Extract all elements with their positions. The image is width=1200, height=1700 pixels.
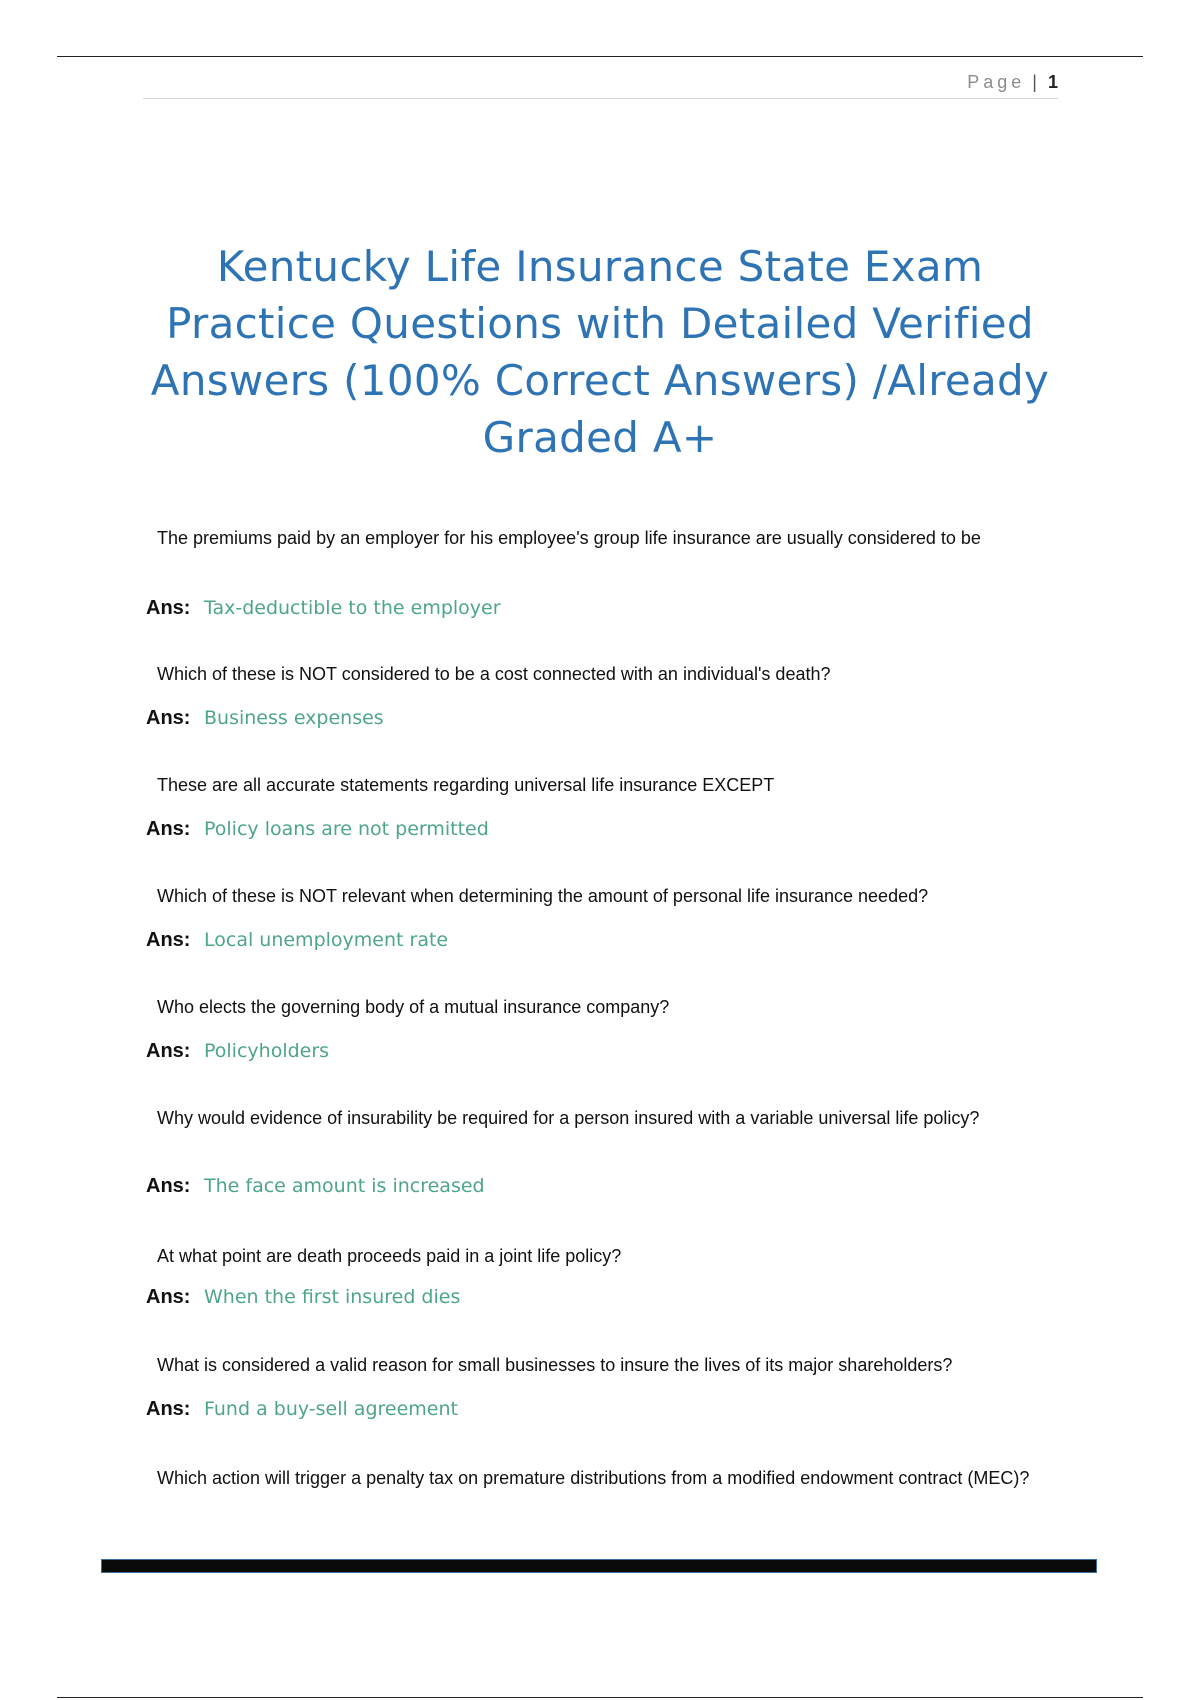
answer-text: When the first insured dies <box>204 1286 461 1308</box>
qa-item <box>146 1465 1046 1525</box>
qa-item <box>146 994 1046 1105</box>
qa-item <box>146 772 1046 883</box>
question-text: Which action will trigger a penalty tax on premature distributions from a modified endowment contract (MEC)? <box>157 1468 1030 1488</box>
answer-text: Fund a buy-sell agreement <box>204 1398 458 1420</box>
answer-line <box>146 816 489 842</box>
qa-item <box>146 525 1046 661</box>
bottom-rule <box>57 1697 1143 1698</box>
question-text: Which of these is NOT relevant when determining the amount of personal life insurance needed? <box>157 886 929 906</box>
title-line-3: Answers (100% Correct Answers) /Already <box>150 356 1050 405</box>
question-text: The premiums paid by an employer for his employee's group life insurance are usually considered to be <box>157 528 981 548</box>
ans-label: Ans: <box>146 1040 191 1062</box>
question-text: Who elects the governing body of a mutual insurance company? <box>157 997 670 1017</box>
ans-label: Ans: <box>146 707 191 729</box>
ans-label: Ans: <box>146 1398 191 1420</box>
answer-line <box>146 927 448 953</box>
answer-text: Business expenses <box>204 707 384 729</box>
page-separator: | <box>1032 72 1037 92</box>
answer-text: Tax-deductible to the employer <box>204 597 501 619</box>
page-word: Page <box>967 72 1026 92</box>
title-line-2: Practice Questions with Detailed Verified <box>166 299 1034 348</box>
qa-item <box>146 1243 1046 1352</box>
answer-line <box>146 595 501 621</box>
footer-bar <box>101 1559 1097 1573</box>
answer-line <box>146 1396 458 1422</box>
title-line-4: Graded A+ <box>482 413 718 462</box>
qa-item <box>146 1105 1046 1243</box>
answer-line <box>146 1284 460 1310</box>
ans-label: Ans: <box>146 929 191 951</box>
ans-label: Ans: <box>146 597 191 619</box>
qa-list <box>146 525 1046 1525</box>
question-text: At what point are death proceeds paid in a joint life policy? <box>157 1246 622 1266</box>
page-number-label <box>967 71 1058 93</box>
title-line-1: Kentucky Life Insurance State Exam <box>216 242 984 291</box>
ans-label: Ans: <box>146 1175 191 1197</box>
top-rule <box>57 56 1143 57</box>
page-header <box>143 66 1058 99</box>
qa-item <box>146 661 1046 772</box>
question-text: Why would evidence of insurability be required for a person insured with a variable universal life policy? <box>157 1108 980 1128</box>
page-number: 1 <box>1047 72 1058 92</box>
answer-text: Local unemployment rate <box>204 929 449 951</box>
question-text: What is considered a valid reason for small businesses to insure the lives of its major shareholders? <box>157 1355 953 1375</box>
answer-line <box>146 1173 485 1199</box>
qa-item <box>146 1352 1046 1465</box>
ans-label: Ans: <box>146 1286 191 1308</box>
answer-text: Policy loans are not permitted <box>204 818 489 840</box>
question-text: Which of these is NOT considered to be a cost connected with an individual's death? <box>157 664 831 684</box>
question-text: These are all accurate statements regarding universal life insurance EXCEPT <box>157 775 775 795</box>
answer-line <box>146 1038 329 1064</box>
qa-item <box>146 883 1046 994</box>
ans-label: Ans: <box>146 818 191 840</box>
answer-line <box>146 705 384 731</box>
answer-text: The face amount is increased <box>204 1175 485 1197</box>
document-title <box>140 238 1060 466</box>
answer-text: Policyholders <box>204 1040 330 1062</box>
